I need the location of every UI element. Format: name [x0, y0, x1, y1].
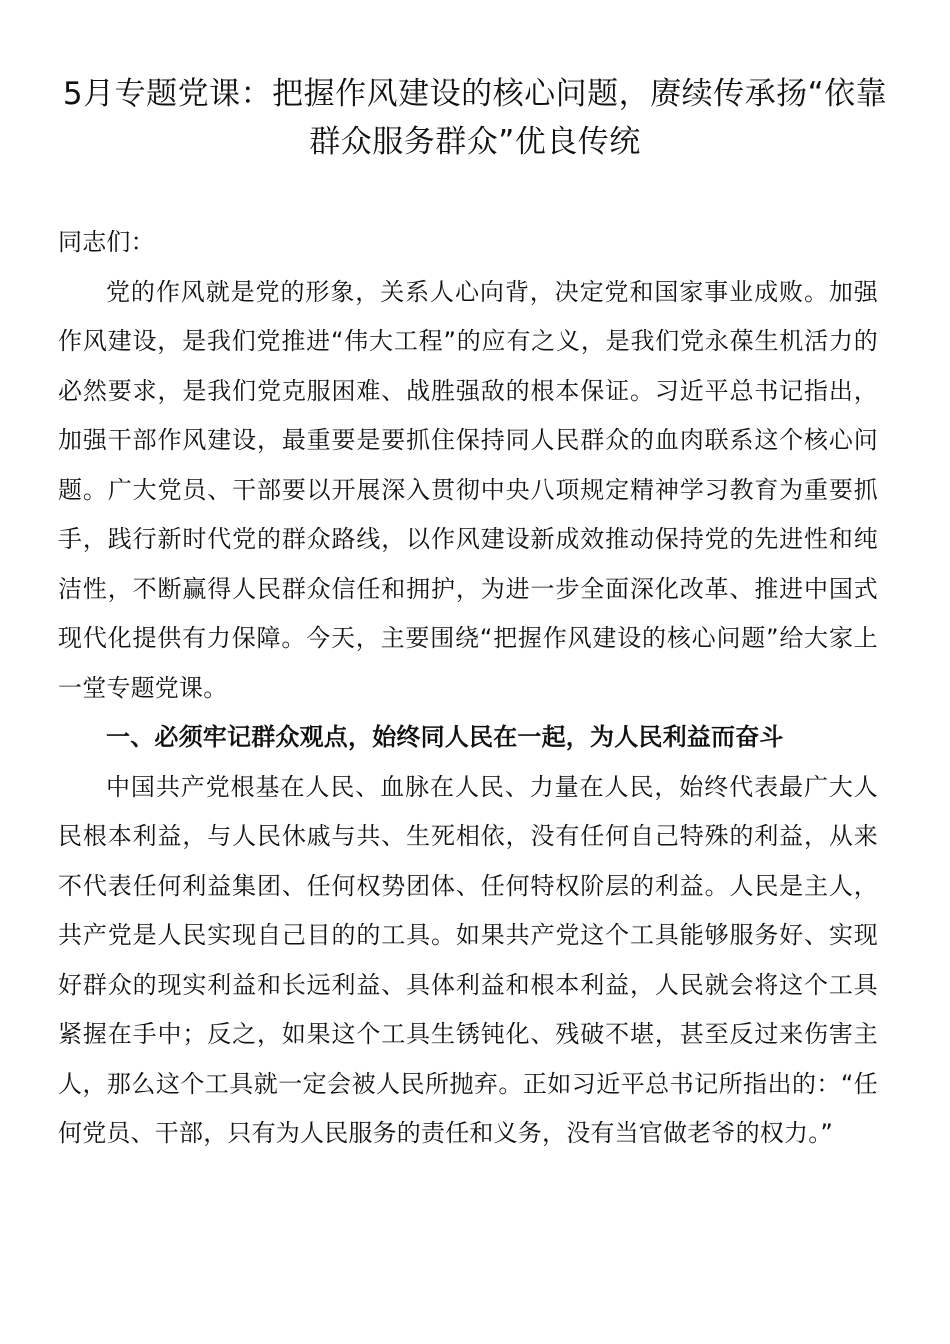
section-paragraph: 中国共产党根基在人民、血脉在人民、力量在人民，始终代表最广大人民根本利益，与人民休戚与共、生死相依，没有任何自己特殊的利益，从来不代表任何利益集团、任何权势团体、任何特权阶层的利益。人民是主人，共产党是人民实现自己目的的工具。如果共产党这个工具能够服务好、实现好群众的现实利益和长远利益、具体利益和根本利益，人民就会将这个工具紧握在手中；反之，如果这个工具生锈钝化、残破不堪，甚至反过来伤害主人，那么这个工具就一定会被人民所抛弃。正如习近平总书记所指出的：“任何党员、干部，只有为人民服务的责任和义务，没有当官做老爷的权力。” — [58, 772, 878, 1147]
salutation: 同志们： — [58, 228, 155, 256]
document-body — [58, 218, 878, 1159]
document-title: 5月专题党课：把握作风建设的核心问题，赓续传承扬“依靠群众服务群众”优良传统 — [62, 76, 888, 160]
intro-paragraph: 党的作风就是党的形象，关系人心向背，决定党和国家事业成败。加强作风建设，是我们党推进“伟大工程”的应有之义，是我们党永葆生机活力的必然要求，是我们党克服困难、战胜强敌的根本保证。习近平总书记指出，加强干部作风建设，最重要是要抓住保持同人民群众的血肉联系这个核心问题。广大党员、干部要以开展深入贯彻中央八项规定精神学习教育为重要抓手，践行新时代党的群众路线，以作风建设新成效推动保持党的先进性和纯洁性，不断赢得人民群众信任和拥护，为进一步全面深化改革、推进中国式现代化提供有力保障。今天，主要围绕“把握作风建设的核心问题”给大家上一堂专题党课。 — [58, 277, 878, 702]
section-heading: 一、必须牢记群众观点，始终同人民在一起，为人民利益而奋斗 — [106, 723, 784, 751]
